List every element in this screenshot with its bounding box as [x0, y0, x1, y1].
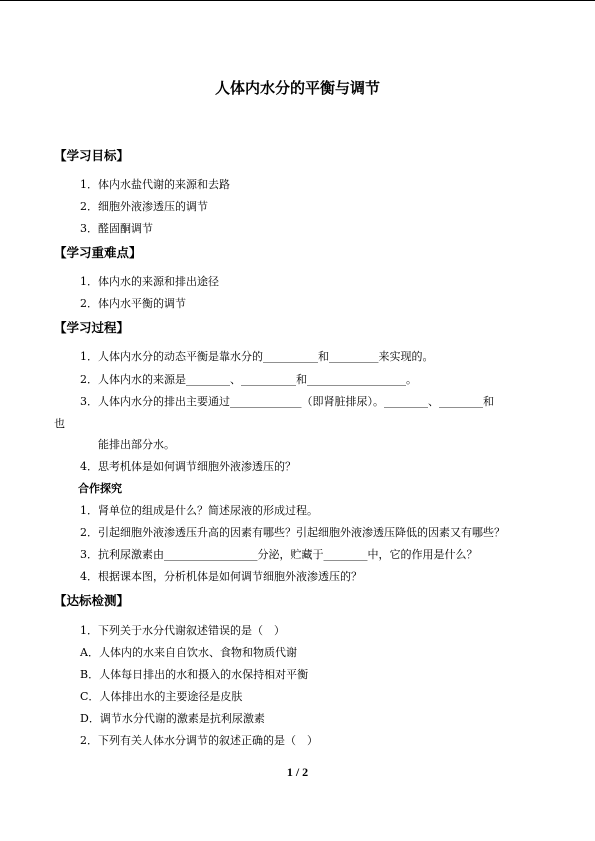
process-item: 3．人体内水分的排出主要通过_____________（即肾脏排尿）。________、________和 — [80, 395, 494, 408]
section-heading-test: 【达标检测】 — [54, 593, 130, 608]
process-item: 4．思考机体是如何调节细胞外液渗透压的？ — [80, 460, 296, 473]
process-item: 1．人体内水分的动态平衡是靠水分的__________和_________来实现的。 — [80, 350, 434, 363]
key-point-item: 2．体内水平衡的调节 — [80, 297, 186, 310]
cooperation-item: 3．抗利尿激素由_________________分泌，贮藏于________中，它的作用是什么？ — [80, 548, 478, 561]
process-item-continuation: 能排出部分水。 — [98, 438, 175, 451]
test-question: 2．下列有关人体水分调节的叙述正确的是（ ） — [80, 734, 318, 747]
page-number: 1 / 2 — [286, 765, 309, 779]
test-option: C．人体排出水的主要途径是皮肤 — [80, 690, 243, 703]
section-heading-process: 【学习过程】 — [54, 320, 130, 335]
section-heading-key-points: 【学习重难点】 — [54, 245, 142, 260]
goal-item: 2．细胞外液渗透压的调节 — [80, 200, 208, 213]
goal-item: 3．醛固酮调节 — [80, 222, 153, 235]
cooperation-item: 2．引起细胞外液渗透压升高的因素有哪些？引起细胞外液渗透压降低的因素又有哪些？ — [80, 526, 505, 539]
key-point-item: 1．体内水的来源和排出途径 — [80, 275, 219, 288]
test-option: A．人体内的水来自自饮水、食物和物质代谢 — [80, 646, 297, 659]
section-heading-goals: 【学习目标】 — [54, 148, 130, 163]
subheading-cooperation: 合作探究 — [78, 482, 122, 495]
test-question: 1．下列关于水分代谢叙述错误的是（ ） — [80, 624, 285, 637]
cooperation-item: 4．根据课本图，分析机体是如何调节细胞外液渗透压的？ — [80, 570, 362, 583]
top-border-line — [0, 0, 595, 1]
test-option: B．人体每日排出的水和摄入的水保持相对平衡 — [80, 668, 309, 681]
cooperation-item: 1．肾单位的组成是什么？简述尿液的形成过程。 — [80, 504, 318, 517]
goal-item: 1．体内水盐代谢的来源和去路 — [80, 178, 230, 191]
process-item: 2．人体内水的来源是________、__________和__________________。 — [80, 373, 417, 386]
process-item-continuation: 也 — [54, 417, 65, 430]
document-title: 人体内水分的平衡与调节 — [214, 79, 380, 97]
test-option: D．调节水分代谢的激素是抗利尿激素 — [80, 712, 265, 725]
